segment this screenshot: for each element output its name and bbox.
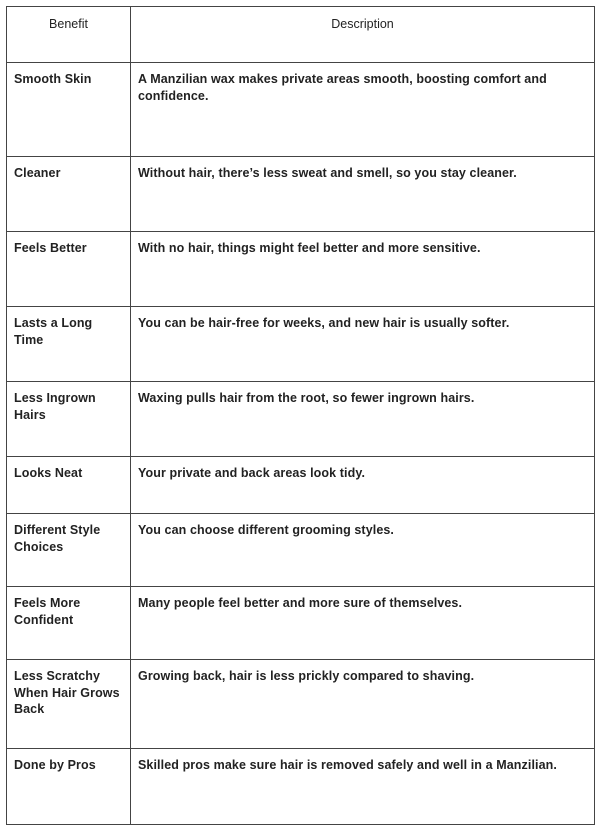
table-row (7, 382, 595, 457)
table-row (7, 514, 595, 587)
table-row (7, 63, 595, 157)
table-row (7, 749, 595, 825)
description-cell: Skilled pros make sure hair is removed safely and well in a Manzilian. (131, 749, 595, 825)
benefit-cell: Different Style Choices (7, 514, 131, 587)
benefit-cell: Less Ingrown Hairs (7, 382, 131, 457)
description-cell: You can choose different grooming styles. (131, 514, 595, 587)
benefit-cell: Lasts a Long Time (7, 307, 131, 382)
description-cell: Without hair, there’s less sweat and smell, so you stay cleaner. (131, 157, 595, 232)
description-cell: Many people feel better and more sure of themselves. (131, 587, 595, 660)
description-cell: You can be hair-free for weeks, and new hair is usually softer. (131, 307, 595, 382)
benefit-cell: Looks Neat (7, 457, 131, 514)
table-row (7, 660, 595, 749)
benefits-table (6, 6, 595, 825)
description-cell: Your private and back areas look tidy. (131, 457, 595, 514)
benefit-cell: Done by Pros (7, 749, 131, 825)
benefit-cell: Less Scratchy When Hair Grows Back (7, 660, 131, 749)
description-cell: A Manzilian wax makes private areas smooth, boosting comfort and confidence. (131, 63, 595, 157)
table-row (7, 232, 595, 307)
description-cell: Waxing pulls hair from the root, so fewer ingrown hairs. (131, 382, 595, 457)
description-cell: With no hair, things might feel better and more sensitive. (131, 232, 595, 307)
benefit-cell: Feels More Confident (7, 587, 131, 660)
table-row (7, 457, 595, 514)
benefit-cell: Smooth Skin (7, 63, 131, 157)
benefit-cell: Feels Better (7, 232, 131, 307)
table-row (7, 307, 595, 382)
table-row (7, 157, 595, 232)
header-benefit: Benefit (7, 7, 131, 63)
table-header-row (7, 7, 595, 63)
table-row (7, 587, 595, 660)
header-description: Description (131, 7, 595, 63)
benefit-cell: Cleaner (7, 157, 131, 232)
description-cell: Growing back, hair is less prickly compared to shaving. (131, 660, 595, 749)
